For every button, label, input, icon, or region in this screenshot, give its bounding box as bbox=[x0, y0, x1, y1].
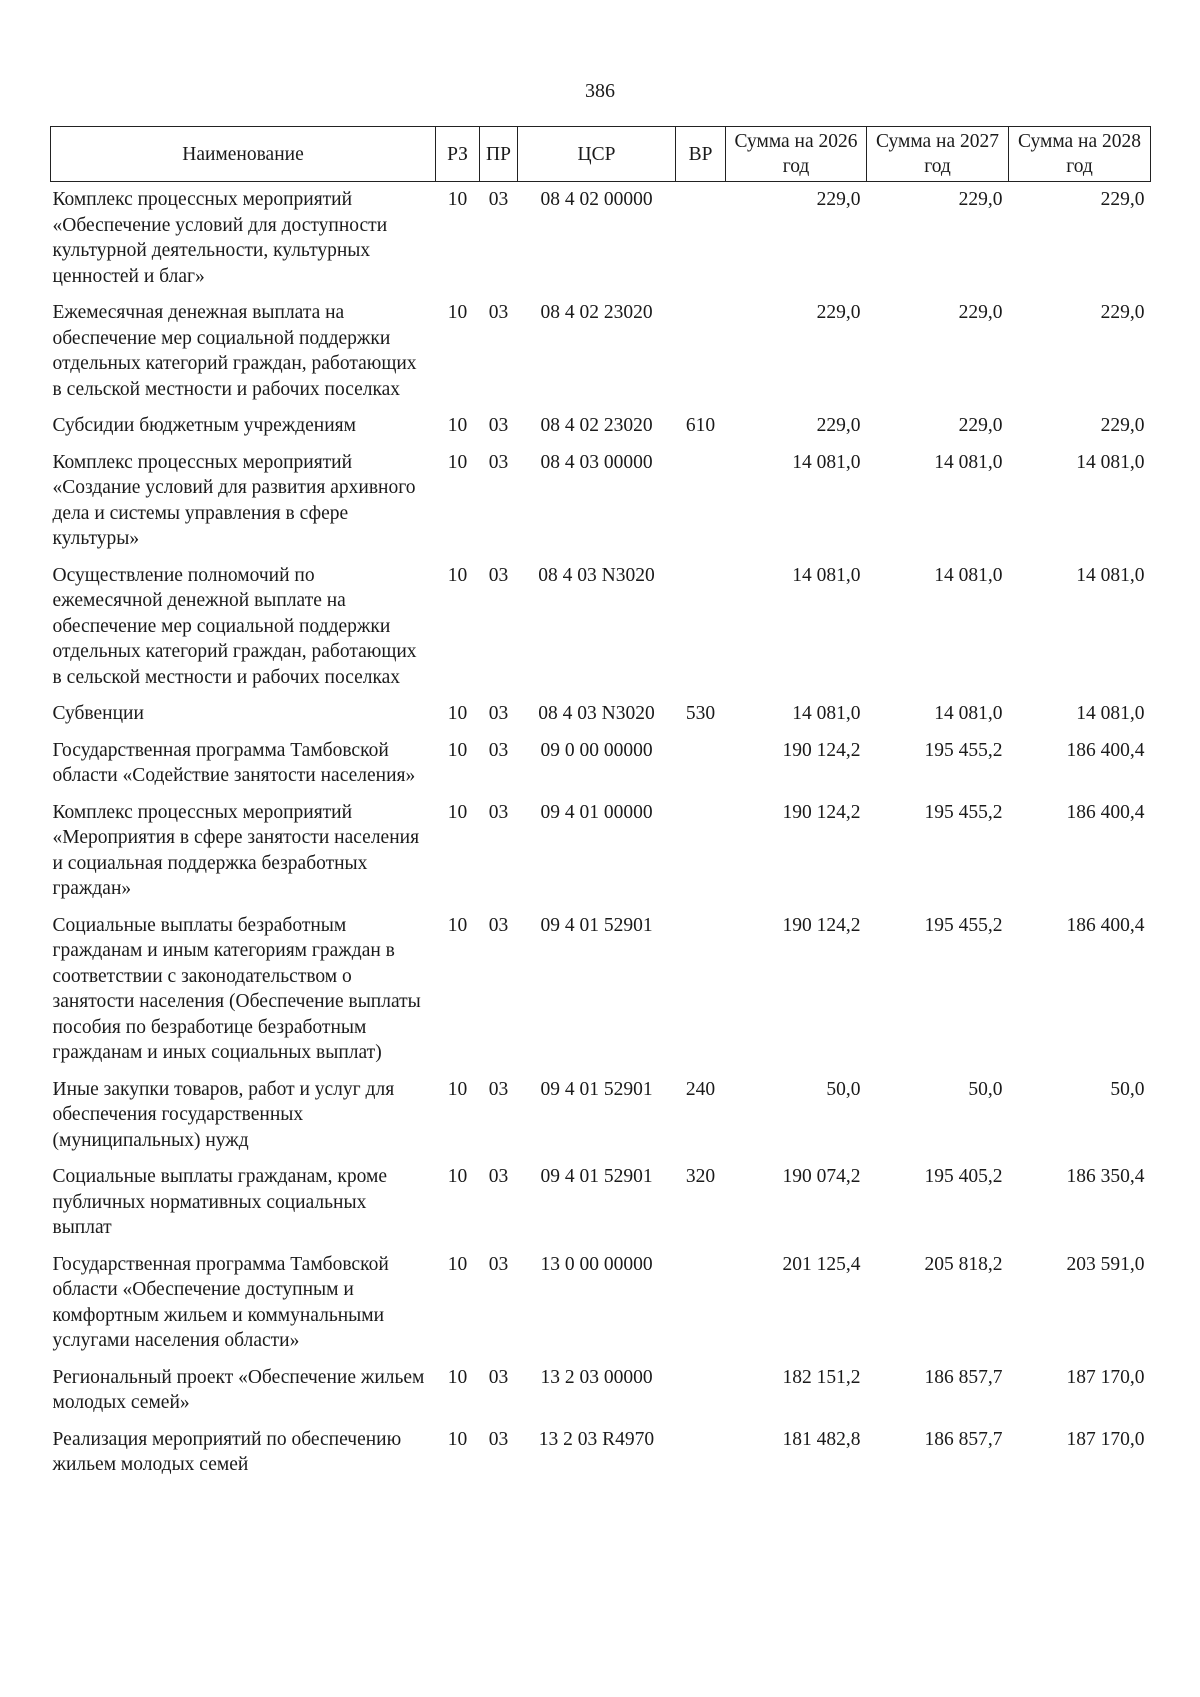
row-sum-2026: 190 124,2 bbox=[782, 914, 861, 936]
table-header bbox=[51, 127, 1151, 182]
table-row bbox=[51, 1360, 1151, 1422]
row-sum-2027: 195 455,2 bbox=[924, 739, 1003, 761]
table-row bbox=[51, 182, 1151, 296]
row-sum-2026: 50,0 bbox=[826, 1078, 861, 1100]
row-sum-2028: 229,0 bbox=[1100, 302, 1145, 323]
row-sum-2028: 14 081,0 bbox=[1076, 703, 1145, 724]
row-sum-2028: 187 170,0 bbox=[1066, 1366, 1145, 1388]
row-pr: 03 bbox=[488, 564, 509, 586]
table-row bbox=[51, 1247, 1151, 1360]
row-name: Субсидии бюджетным учреждениям bbox=[52, 415, 356, 436]
row-name: Государственная программа Тамбовской области «Содействие занятости населения» bbox=[52, 739, 416, 786]
row-pr: 03 bbox=[488, 451, 509, 473]
row-pr: 03 bbox=[488, 914, 509, 936]
row-sum-2026: 181 482,8 bbox=[782, 1428, 861, 1450]
row-vr bbox=[676, 1422, 726, 1484]
row-sum-2027: 14 081,0 bbox=[934, 703, 1003, 724]
row-sum-2026: 14 081,0 bbox=[792, 703, 861, 724]
row-csr: 08 4 03 N3020 bbox=[538, 564, 655, 586]
row-sum-2028: 14 081,0 bbox=[1076, 451, 1145, 473]
row-sum-2026: 190 074,2 bbox=[782, 1166, 861, 1187]
row-name: Субвенции bbox=[52, 703, 144, 724]
row-vr bbox=[676, 558, 726, 697]
table-row bbox=[51, 1422, 1151, 1484]
row-csr: 08 4 03 N3020 bbox=[538, 703, 655, 724]
row-csr: 13 2 03 R4970 bbox=[538, 1428, 655, 1450]
table-row bbox=[51, 1159, 1151, 1247]
row-pr: 03 bbox=[488, 415, 509, 436]
table-row bbox=[51, 733, 1151, 795]
header-row bbox=[51, 127, 1151, 182]
row-csr: 09 4 01 00000 bbox=[540, 801, 653, 823]
row-csr: 13 2 03 00000 bbox=[540, 1366, 653, 1388]
row-sum-2028: 186 400,4 bbox=[1066, 914, 1145, 936]
row-sum-2028: 50,0 bbox=[1110, 1078, 1145, 1100]
row-sum-2026: 229,0 bbox=[816, 189, 861, 210]
row-sum-2027: 195 455,2 bbox=[924, 914, 1003, 936]
table-row bbox=[51, 408, 1151, 445]
row-name: Ежемесячная денежная выплата на обеспечение мер социальной поддержки отдельных категорий граждан, работающих в сельской местности и рабочих поселках bbox=[52, 302, 417, 400]
row-sum-2028: 229,0 bbox=[1100, 415, 1145, 436]
row-sum-2026: 182 151,2 bbox=[782, 1366, 861, 1388]
row-vr bbox=[676, 445, 726, 558]
row-name: Реализация мероприятий по обеспечению жильем молодых семей bbox=[52, 1428, 402, 1475]
row-sum-2026: 201 125,4 bbox=[782, 1253, 861, 1275]
row-pr: 03 bbox=[488, 1366, 509, 1388]
row-rz: 10 bbox=[447, 739, 468, 761]
row-csr: 09 4 01 52901 bbox=[540, 914, 653, 936]
header-csr: ЦСР bbox=[518, 127, 676, 182]
row-pr: 03 bbox=[488, 1428, 509, 1450]
row-pr: 03 bbox=[488, 739, 509, 761]
row-sum-2028: 229,0 bbox=[1100, 189, 1145, 210]
row-vr bbox=[676, 182, 726, 296]
row-rz: 10 bbox=[447, 451, 468, 473]
table-row bbox=[51, 1072, 1151, 1160]
row-sum-2027: 186 857,7 bbox=[924, 1366, 1003, 1388]
row-pr: 03 bbox=[488, 1166, 509, 1187]
header-sum-2027: Сумма на 2027 год bbox=[867, 127, 1009, 182]
row-name: Социальные выплаты безработным гражданам и иным категориям граждан в соответствии с законодательством о занятости населения (Обеспечение выплаты пособия по безработице безработным гражданам и иных социальных выплат) bbox=[52, 914, 421, 1063]
row-sum-2028: 186 400,4 bbox=[1066, 739, 1145, 761]
row-name: Иные закупки товаров, работ и услуг для обеспечения государственных (муниципальных) нужд bbox=[52, 1078, 395, 1151]
row-name: Комплекс процессных мероприятий «Мероприятия в сфере занятости населения и социальная поддержка безработных граждан» bbox=[52, 801, 420, 899]
row-sum-2026: 14 081,0 bbox=[792, 564, 861, 586]
table-row bbox=[51, 795, 1151, 908]
row-rz: 10 bbox=[447, 302, 468, 323]
row-csr: 13 0 00 00000 bbox=[540, 1253, 653, 1275]
row-sum-2026: 229,0 bbox=[816, 302, 861, 323]
row-rz: 10 bbox=[447, 564, 468, 586]
row-rz: 10 bbox=[447, 189, 468, 210]
row-vr bbox=[676, 795, 726, 908]
row-rz: 10 bbox=[447, 801, 468, 823]
row-csr: 09 4 01 52901 bbox=[540, 1166, 653, 1187]
row-rz: 10 bbox=[447, 1078, 468, 1100]
row-vr bbox=[676, 908, 726, 1072]
row-rz: 10 bbox=[447, 914, 468, 936]
row-vr: 610 bbox=[685, 415, 716, 436]
row-sum-2026: 229,0 bbox=[816, 415, 861, 436]
row-csr: 08 4 03 00000 bbox=[540, 451, 653, 473]
row-rz: 10 bbox=[447, 703, 468, 724]
row-sum-2027: 229,0 bbox=[958, 302, 1003, 323]
row-sum-2027: 205 818,2 bbox=[924, 1253, 1003, 1275]
row-rz: 10 bbox=[447, 1366, 468, 1388]
row-sum-2026: 14 081,0 bbox=[792, 451, 861, 473]
row-name: Государственная программа Тамбовской области «Обеспечение доступным и комфортным жильем и коммунальными услугами населения области» bbox=[52, 1253, 389, 1351]
budget-table bbox=[50, 126, 1151, 1484]
row-vr bbox=[676, 733, 726, 795]
header-sum-2028: Сумма на 2028 год bbox=[1009, 127, 1151, 182]
row-pr: 03 bbox=[488, 189, 509, 210]
row-sum-2028: 186 400,4 bbox=[1066, 801, 1145, 823]
table-row bbox=[51, 558, 1151, 697]
row-sum-2027: 229,0 bbox=[958, 189, 1003, 210]
table-row bbox=[51, 445, 1151, 558]
page-number: 386 bbox=[585, 80, 615, 102]
row-csr: 09 0 00 00000 bbox=[540, 739, 653, 761]
row-pr: 03 bbox=[488, 302, 509, 323]
row-vr: 240 bbox=[685, 1078, 716, 1100]
row-sum-2027: 186 857,7 bbox=[924, 1428, 1003, 1450]
row-pr: 03 bbox=[488, 1078, 509, 1100]
row-pr: 03 bbox=[488, 703, 509, 724]
header-rz: РЗ bbox=[436, 127, 480, 182]
row-sum-2028: 14 081,0 bbox=[1076, 564, 1145, 586]
row-vr bbox=[676, 1360, 726, 1422]
table-row bbox=[51, 295, 1151, 408]
table-body bbox=[51, 182, 1151, 1484]
row-vr: 320 bbox=[685, 1166, 716, 1187]
row-vr bbox=[676, 295, 726, 408]
row-sum-2027: 195 455,2 bbox=[924, 801, 1003, 823]
row-name: Комплекс процессных мероприятий «Создание условий для развития архивного дела и системы управления в сфере культуры» bbox=[52, 451, 416, 549]
row-vr: 530 bbox=[685, 703, 716, 724]
table-row bbox=[51, 908, 1151, 1072]
row-sum-2027: 50,0 bbox=[968, 1078, 1003, 1100]
row-sum-2027: 229,0 bbox=[958, 415, 1003, 436]
row-name: Социальные выплаты гражданам, кроме публичных нормативных социальных выплат bbox=[52, 1166, 387, 1238]
table-row bbox=[51, 696, 1151, 733]
header-vr: ВР bbox=[676, 127, 726, 182]
row-csr: 08 4 02 23020 bbox=[540, 415, 653, 436]
row-name: Региональный проект «Обеспечение жильем молодых семей» bbox=[52, 1366, 425, 1413]
row-pr: 03 bbox=[488, 801, 509, 823]
row-sum-2027: 14 081,0 bbox=[934, 451, 1003, 473]
row-pr: 03 bbox=[488, 1253, 509, 1275]
row-rz: 10 bbox=[447, 1428, 468, 1450]
row-sum-2027: 14 081,0 bbox=[934, 564, 1003, 586]
row-sum-2028: 187 170,0 bbox=[1066, 1428, 1145, 1450]
header-name: Наименование bbox=[51, 127, 436, 182]
row-sum-2028: 186 350,4 bbox=[1066, 1166, 1145, 1187]
row-sum-2027: 195 405,2 bbox=[924, 1166, 1003, 1187]
row-rz: 10 bbox=[447, 1253, 468, 1275]
row-rz: 10 bbox=[447, 415, 468, 436]
row-rz: 10 bbox=[447, 1166, 468, 1187]
header-pr: ПР bbox=[480, 127, 518, 182]
row-csr: 08 4 02 00000 bbox=[540, 189, 653, 210]
row-name: Комплекс процессных мероприятий «Обеспечение условий для доступности культурной деятельности, культурных ценностей и благ» bbox=[52, 189, 388, 287]
row-sum-2028: 203 591,0 bbox=[1066, 1253, 1145, 1275]
row-csr: 09 4 01 52901 bbox=[540, 1078, 653, 1100]
row-csr: 08 4 02 23020 bbox=[540, 302, 653, 323]
row-sum-2026: 190 124,2 bbox=[782, 739, 861, 761]
header-sum-2026: Сумма на 2026 год bbox=[726, 127, 867, 182]
row-sum-2026: 190 124,2 bbox=[782, 801, 861, 823]
row-name: Осуществление полномочий по ежемесячной денежной выплате на обеспечение мер социальной поддержки отдельных категорий граждан, работающих в сельской местности и рабочих поселках bbox=[52, 564, 417, 688]
row-vr bbox=[676, 1247, 726, 1360]
